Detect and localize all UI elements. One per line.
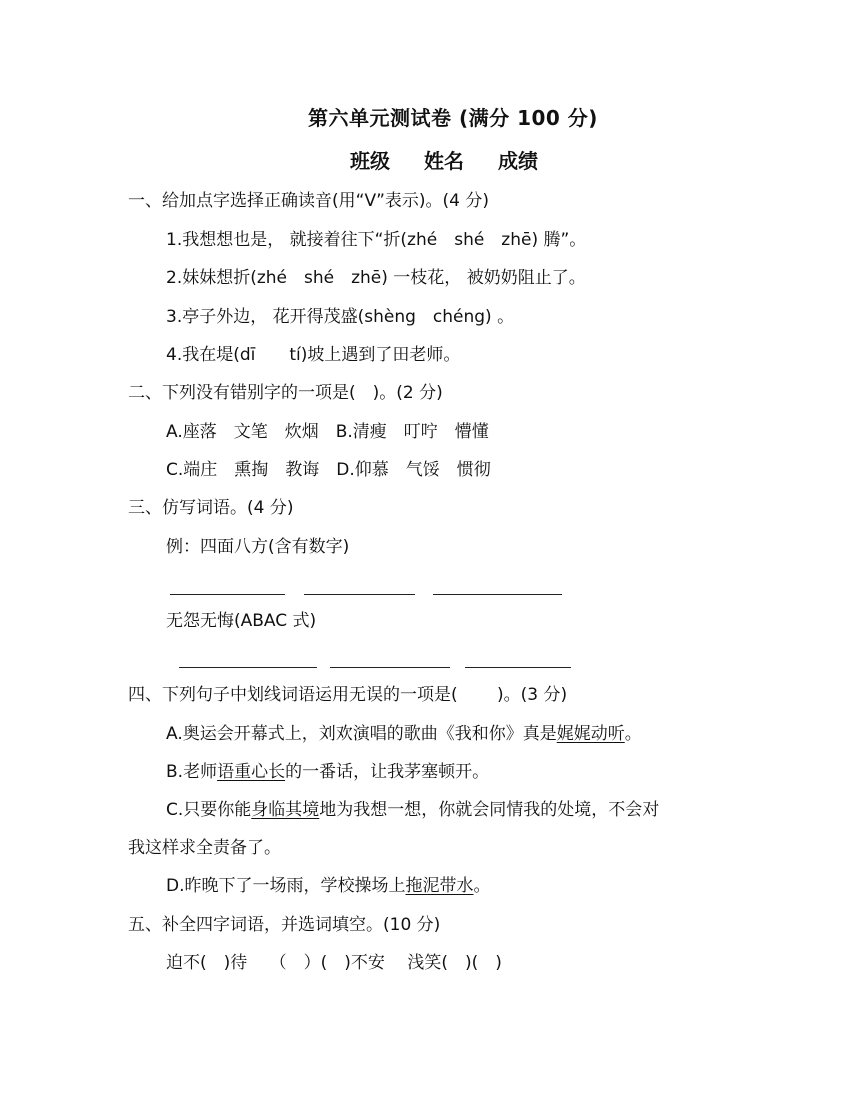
option-text: A.奥运会开幕式上，刘欢演唱的歌曲《我和你》真是: [166, 724, 557, 744]
section-2-options-ab: A.座落 文笔 炊烟 B.清瘦 叮咛 懵懂: [166, 422, 489, 442]
section-4-option-c-continued: 我这样求全责备了。: [128, 838, 281, 858]
underlined-phrase: 娓娓动听: [556, 724, 625, 744]
answer-blank[interactable]: [433, 594, 562, 595]
section-4-option-c: [166, 798, 659, 822]
underlined-phrase: 语重心长: [217, 762, 286, 782]
section-3-example-1: 例：四面八方(含有数字): [166, 537, 350, 557]
section-4-option-b: [166, 760, 489, 784]
answer-blank[interactable]: [330, 667, 450, 668]
class-field-label: 班级: [350, 149, 390, 173]
section-3-example-2: 无怨无悔(ABAC 式): [166, 611, 317, 631]
section-4-option-d: [166, 874, 491, 898]
option-text: B.老师: [166, 762, 218, 782]
answer-blank[interactable]: [170, 594, 285, 595]
section-1-item-1: 1.我想想也是， 就接着往下“折(zhé shé zhē) 腾”。: [166, 230, 587, 250]
section-2-options-cd: C.端庄 熏掏 教诲 D.仰慕 气馁 惯彻: [166, 460, 491, 480]
section-4-heading: 四、下列句子中划线词语运用无误的一项是( )。(3 分): [128, 685, 568, 705]
name-field-label: 姓名: [424, 149, 464, 173]
section-1-heading: 一、给加点字选择正确读音(用“V”表示)。(4 分): [128, 191, 489, 211]
option-text: 。: [624, 724, 642, 744]
option-text: 。: [473, 876, 491, 896]
section-1-item-4: 4.我在堤(dī tí)坡上遇到了田老师。: [166, 345, 461, 365]
option-text: D.昨晚下了一场雨，学校操场上: [166, 876, 406, 896]
answer-blank[interactable]: [179, 667, 317, 668]
section-4-option-a: [166, 722, 642, 746]
section-1-item-2: 2.妹妹想折(zhé shé zhē) 一枝花， 被奶奶阻止了。: [166, 268, 586, 288]
underlined-phrase: 身临其境: [251, 800, 320, 820]
answer-blank[interactable]: [304, 594, 415, 595]
section-5-heading: 五、补全四字词语，并选词填空。(10 分): [128, 915, 441, 935]
section-1-item-3: 3.亭子外边， 花开得茂盛(shèng chéng) 。: [166, 307, 515, 327]
option-text: C.只要你能: [166, 800, 252, 820]
section-3-heading: 三、仿写词语。(4 分): [128, 498, 294, 518]
section-5-words: 迫不( )待 （ ）( )不安 浅笑( )( ): [166, 953, 502, 973]
page-title: 第六单元测试卷 (满分 100 分): [308, 106, 598, 130]
option-text: 的一番话，让我茅塞顿开。: [285, 762, 490, 782]
score-field-label: 成绩: [498, 149, 538, 173]
header-fields: [350, 145, 572, 174]
section-2-heading: 二、下列没有错别字的一项是( )。(2 分): [128, 383, 443, 403]
underlined-phrase: 拖泥带水: [405, 876, 474, 896]
option-text: 地为我想一想，你就会同情我的处境，不会对: [319, 800, 660, 820]
answer-blank[interactable]: [465, 667, 571, 668]
